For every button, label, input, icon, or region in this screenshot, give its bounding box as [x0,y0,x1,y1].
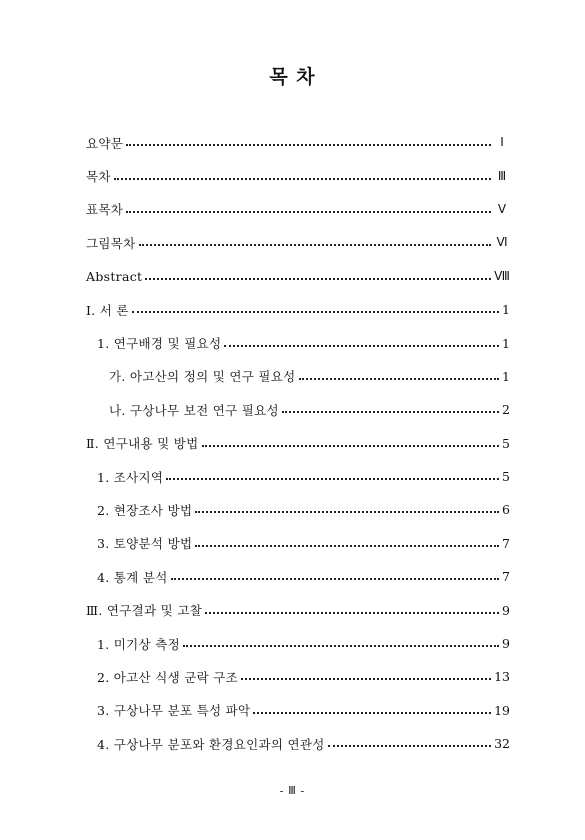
toc-entry-table-list[interactable] [86,193,510,226]
toc-page-number: 13 [494,669,510,685]
toc-entry-label: 4. 구상나무 분포와 환경요인과의 연관성 [97,736,325,752]
toc-leader-dots [195,544,499,547]
toc-page-number: 6 [502,502,510,518]
toc-entry-section-2-1[interactable] [86,460,510,493]
toc-entry-section-2-3[interactable] [86,527,510,560]
toc-leader-dots [126,210,491,213]
toc-entry-figure-list[interactable] [86,226,510,259]
toc-page-number: 1 [502,368,510,384]
toc-entry-subsection-1-1-b[interactable] [86,393,510,426]
toc-page-number: 1 [502,335,510,351]
toc-entry-label: 목차 [86,169,111,185]
toc-page-number: 5 [502,469,510,485]
toc-entry-label: 2. 아고산 식생 군락 구조 [97,669,238,685]
toc-entry-section-3-2[interactable] [86,660,510,693]
toc-entry-section-1-1[interactable] [86,326,510,359]
toc-entry-label: 4. 통계 분석 [97,569,168,585]
toc-page-number: 1 [502,302,510,318]
toc-page-number: 2 [502,402,510,418]
page-title: 목 차 [269,66,316,88]
toc-leader-dots [241,677,491,680]
toc-entry-summary[interactable] [86,126,510,159]
toc-entry-label: 가. 아고산의 정의 및 연구 필요성 [109,369,296,385]
toc-entry-label: Ⅰ. 서 론 [86,302,129,318]
toc-page-number: 7 [502,535,510,551]
toc-entry-chapter-1[interactable] [86,293,510,326]
toc-page-number: 19 [494,702,510,718]
toc-entry-label: 3. 구상나무 분포 특성 파악 [97,703,251,719]
toc-page-number: 32 [494,736,510,752]
toc-leader-dots [299,377,499,380]
toc-page-number: Ⅴ [497,201,507,216]
toc-entry-label: 나. 구상나무 보전 연구 필요성 [109,402,279,418]
toc-entry-label: 1. 조사지역 [97,469,164,485]
toc-leader-dots [139,243,491,246]
toc-entry-contents[interactable] [86,159,510,192]
table-of-contents [86,126,510,760]
toc-leader-dots [166,477,499,480]
toc-entry-label: 3. 토양분석 방법 [97,536,193,552]
toc-page-number: Ⅰ [500,135,504,150]
toc-entry-section-2-4[interactable] [86,560,510,593]
toc-leader-dots [171,577,499,580]
toc-leader-dots [145,277,491,280]
toc-page-number: Ⅲ [497,168,507,183]
toc-entry-chapter-3[interactable] [86,593,510,626]
toc-leader-dots [282,410,499,413]
toc-page-number: 7 [502,569,510,585]
toc-entry-label: Ⅲ. 연구결과 및 고찰 [86,603,203,619]
toc-leader-dots [114,177,491,180]
toc-entry-section-2-2[interactable] [86,493,510,526]
toc-leader-dots [202,444,499,447]
toc-leader-dots [224,344,499,347]
toc-page-number: 9 [502,636,510,652]
toc-leader-dots [183,644,499,647]
toc-entry-abstract[interactable] [86,260,510,293]
toc-leader-dots [205,611,499,614]
toc-entry-section-3-3[interactable] [86,694,510,727]
toc-entry-label: 표목차 [86,202,124,218]
toc-leader-dots [195,510,499,513]
toc-page-number: Ⅷ [494,268,510,283]
toc-entry-label: 1. 연구배경 및 필요성 [97,336,222,352]
toc-entry-section-3-1[interactable] [86,627,510,660]
toc-entry-label: 요약문 [86,135,124,151]
toc-entry-subsection-1-1-a[interactable] [86,360,510,393]
toc-entry-section-3-4[interactable] [86,727,510,760]
toc-page-number: 5 [502,435,510,451]
toc-page-number: 9 [502,602,510,618]
toc-leader-dots [253,711,491,714]
toc-entry-label: Abstract [86,268,143,284]
toc-leader-dots [126,143,491,146]
page-footer-number: - Ⅲ - [279,785,306,797]
toc-entry-label: Ⅱ. 연구내용 및 방법 [86,436,199,452]
toc-entry-chapter-2[interactable] [86,427,510,460]
toc-entry-label: 1. 미기상 측정 [97,636,180,652]
toc-page-number: Ⅵ [496,235,508,250]
toc-leader-dots [132,310,499,313]
toc-entry-label: 그림목차 [86,235,136,251]
toc-entry-label: 2. 현장조사 방법 [97,502,193,518]
toc-leader-dots [328,744,491,747]
